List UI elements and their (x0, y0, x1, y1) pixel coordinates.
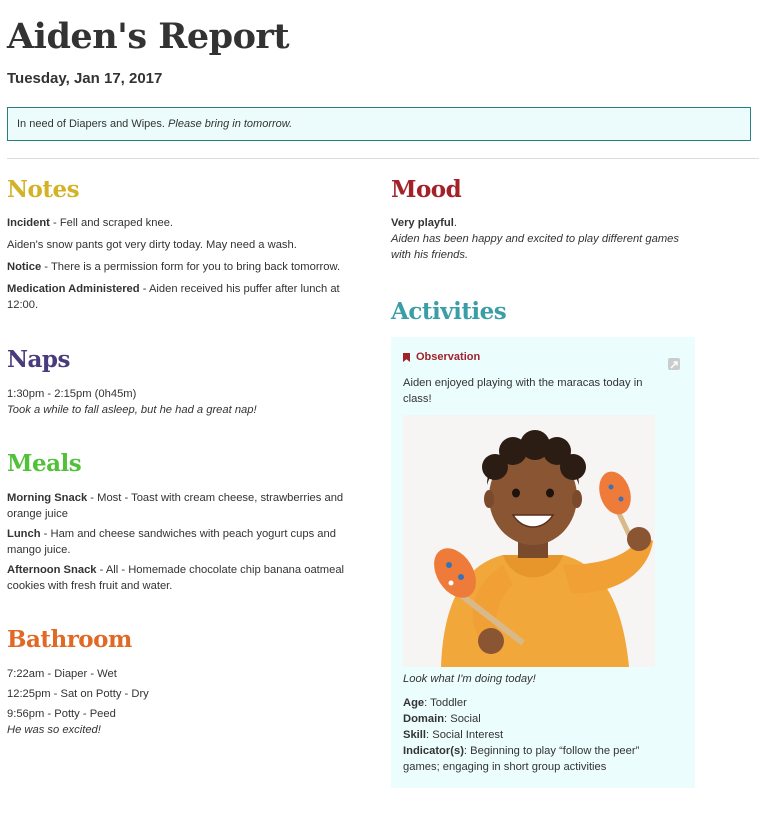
observation-card (391, 337, 695, 788)
alert-emphasis: Please bring in tomorrow. (168, 118, 293, 130)
divider (7, 158, 759, 159)
activity-photo[interactable] (403, 415, 655, 667)
bathroom-comment: He was so excited! (7, 724, 101, 736)
indicator-value: : Beginning to play “follow the peer” (463, 745, 640, 757)
age-label: Age (403, 697, 425, 709)
morning-snack-text-cont: orange juice (7, 508, 68, 520)
alert-text: In need of Diapers and Wipes. (17, 118, 165, 130)
notice-text: - There is a permission form for you to bring back tomorrow. (41, 261, 341, 273)
bathroom-heading: Bathroom (7, 626, 132, 653)
photo-caption: Look what I'm doing today! (403, 673, 536, 685)
expand-icon[interactable] (668, 358, 680, 370)
report-title: Aiden's Report (7, 16, 290, 57)
morning-snack-text: - Most - Toast with cream cheese, strawberries and (87, 492, 344, 504)
incident-label: Incident (7, 217, 50, 229)
lunch-text: - Ham and cheese sandwiches with peach yogurt cups and (40, 528, 336, 540)
bathroom-section (7, 666, 367, 738)
report-date: Tuesday, Jan 17, 2017 (7, 70, 163, 87)
meals-heading: Meals (7, 450, 82, 477)
morning-snack-label: Morning Snack (7, 492, 88, 504)
afternoon-snack-label: Afternoon Snack (7, 564, 97, 576)
naps-section (7, 386, 367, 418)
medication-label: Medication Administered (7, 283, 140, 295)
mood-suffix: . (453, 217, 457, 229)
domain-value: : Social (444, 713, 481, 725)
bathroom-entry: 9:56pm - Potty - Peed (7, 708, 116, 720)
observation-details (403, 695, 688, 775)
bathroom-entry: 12:25pm - Sat on Potty - Dry (7, 688, 149, 700)
activities-heading: Activities (391, 298, 507, 325)
mood-section (391, 215, 731, 263)
lunch-text-cont: mango juice. (7, 544, 71, 556)
afternoon-snack-text-cont: cookies with fresh fruit and water. (7, 580, 173, 592)
nap-time: 1:30pm - 2:15pm (0h45m) (7, 388, 137, 400)
mood-comment-cont: with his friends. (391, 249, 469, 261)
afternoon-snack-text: - All - Homemade chocolate chip banana oatmeal (96, 564, 345, 576)
indicator-value-cont: games; engaging in short group activities (403, 761, 607, 773)
skill-value: : Social Interest (426, 729, 504, 741)
observation-header (403, 351, 480, 363)
skill-label: Skill (403, 729, 427, 741)
nap-comment: Took a while to fall asleep, but he had a great nap! (7, 404, 257, 416)
naps-heading: Naps (7, 346, 70, 373)
notes-heading: Notes (7, 176, 80, 203)
indicator-label: Indicator(s) (403, 745, 464, 757)
notes-section (7, 215, 367, 313)
observation-description: Aiden enjoyed playing with the maracas today in class! (403, 377, 643, 405)
medication-text-cont: 12:00. (7, 299, 39, 311)
lunch-label: Lunch (7, 528, 41, 540)
mood-comment: Aiden has been happy and excited to play different games (391, 233, 679, 245)
mood-label: Very playful (391, 217, 454, 229)
supply-alert (7, 107, 751, 141)
mood-heading: Mood (391, 176, 462, 203)
bookmark-icon (403, 353, 410, 362)
observation-label: Observation (416, 351, 481, 363)
meals-section (7, 490, 377, 594)
notice-label: Notice (7, 261, 42, 273)
general-note: Aiden's snow pants got very dirty today. May need a wash. (7, 239, 297, 251)
incident-text: - Fell and scraped knee. (49, 217, 174, 229)
bathroom-entry: 7:22am - Diaper - Wet (7, 668, 117, 680)
age-value: : Toddler (424, 697, 467, 709)
medication-text: - Aiden received his puffer after lunch at (139, 283, 340, 295)
domain-label: Domain (403, 713, 445, 725)
